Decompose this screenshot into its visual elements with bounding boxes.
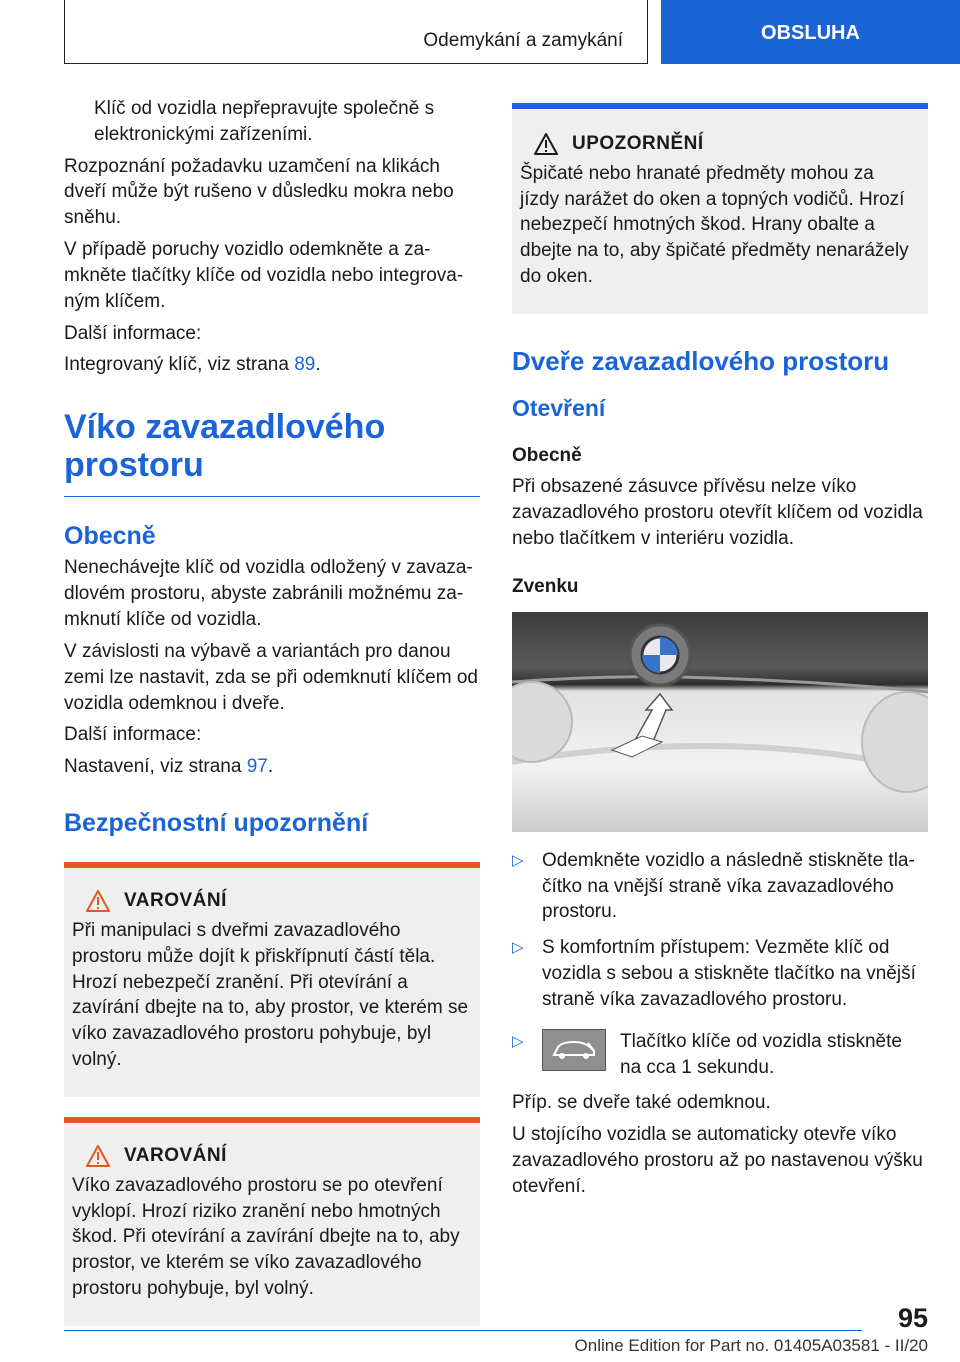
warning-text: Víko zavazadlového prostoru se po otevření vyklopí. Hrozí riziko zranění nebo hmotných škod. Při otevírání a zavírání dbejte na to, aby prostor, ve kterém se víko zavazadlového prostoru pohybuje, byl volný. [72, 1174, 460, 1299]
subsection-heading-safety: Bezpečnostní upozornění [64, 809, 369, 838]
list-triangle-icon: ▷ [512, 1032, 524, 1050]
paragraph: Další informace: [64, 724, 202, 746]
paragraph: Další informace: [64, 322, 202, 344]
page-number: 95 [897, 1303, 928, 1333]
right-column [512, 103, 928, 1206]
list-item [512, 935, 928, 1012]
notice-title: UPOZORNĚNÍ [572, 133, 704, 154]
footer-edition: Online Edition for Part no. 01405A03581 - II/20 [574, 1336, 928, 1355]
warning-title-row [86, 888, 470, 914]
notice-text: Špičaté nebo hranaté předměty mohou za jízdy narážet do oken a topných vodičů. Hrozí nebezpečí hmotných škod. Hrany obalte a dbejte na to, aby špičaté předměty nenarážely do oken. [520, 162, 909, 288]
paragraph: V závislosti na výbavě a variantách pro danou zemi lze nastavit, zda se při odemknutí klíčem od vozidla odemknou i dveře. [64, 640, 478, 714]
subheading-outside: Zvenku [512, 575, 579, 597]
notice-box [512, 103, 928, 314]
list-item-text: Tlačítko klíče od vozidla stiskněte na cca 1 sekundu. [620, 1030, 902, 1078]
warning-box [64, 1117, 480, 1326]
list-item-key [512, 1029, 928, 1081]
subsection-heading-opening: Otevření [512, 395, 606, 422]
car-trunk-key-icon [542, 1029, 606, 1071]
paragraph: V případě poruchy vozidlo odemkněte a zamkněte tlačítky klíče od vozidla nebo integrovaným klíčem. [64, 239, 464, 312]
section-title: Odemykání a zamykání [423, 30, 623, 51]
warning-triangle-icon [86, 890, 110, 912]
list-item [512, 848, 928, 925]
notice-title-row [534, 131, 918, 157]
section-heading: Víko zavazadlového prostoru [64, 408, 480, 497]
warning-triangle-icon [86, 1145, 110, 1167]
paragraph-with-link: Nastavení, viz strana 97. [64, 756, 274, 778]
warning-title-row [86, 1143, 470, 1169]
warning-text: Při manipulaci s dveřmi zavazadlového prostoru může dojít k přiskřípnutí částí těla. Hrozí nebezpečí zranění. Při otevírání a zavírání dbejte na to, aby prostor, ve kterém se víko zavazadlového prostoru pohybuje, byl volný. [72, 919, 469, 1071]
left-column [64, 96, 480, 1338]
link-prefix: Nastavení, viz strana [64, 756, 247, 778]
paragraph: Klíč od vozidla nepřepravujte společně s elektronickými zařízeními. [94, 98, 435, 145]
warning-title: VAROVÁNÍ [124, 890, 227, 912]
footer-divider [64, 1330, 862, 1331]
chapter-tab[interactable]: OBSLUHA [661, 0, 960, 64]
paragraph: Příp. se dveře také odemknou. [512, 1092, 771, 1114]
paragraph: Nenechávejte klíč od vozidla odložený v zavazadlovém prostoru, abyste zabránili možnému zamknutí klíče od vozidla. [64, 557, 473, 631]
trunk-lid-photo [512, 612, 928, 832]
paragraph: Při obsazené zásuvce přívěsu nelze víko zavazadlového prostoru otevřít klíčem od vozidla nebo tlačítkem v interiéru vozidla. [512, 476, 923, 550]
warning-triangle-icon [534, 133, 558, 155]
warning-title: VAROVÁNÍ [124, 1144, 227, 1166]
page-link-89[interactable]: 89 [294, 354, 316, 376]
paragraph: Rozpoznání požadavku uzamčení na klikách dveří může být rušeno v důsledku mokra nebo sněhu. [64, 155, 454, 229]
page-link-97[interactable]: 97 [246, 756, 268, 778]
link-prefix: Integrovaný klíč, viz strana [64, 354, 295, 376]
list-triangle-icon: ▷ [512, 939, 524, 957]
list-item-text: S komfortním přístupem: Vezměte klíč od vozidla s sebou a stiskněte tlačítko na vnější straně víka zavazadlového prostoru. [542, 937, 916, 1010]
subsection-heading-general: Obecně [64, 522, 156, 551]
header-frame [64, 0, 648, 64]
paragraph-with-link: Integrovaný klíč, viz strana 89. [64, 354, 321, 376]
section-heading: Dveře zavazadlového prostoru [512, 345, 890, 376]
warning-box [64, 862, 480, 1097]
list-item-text: Odemkněte vozidlo a následně stiskněte tlačítko na vnější straně víka zavazadlového prostoru. [542, 849, 915, 923]
paragraph: U stojícího vozidla se automaticky otevře víko zavazadlového prostoru až po nastavenou výšku otevření. [512, 1124, 923, 1197]
subheading-general: Obecně [512, 444, 582, 466]
list-triangle-icon: ▷ [512, 851, 524, 869]
